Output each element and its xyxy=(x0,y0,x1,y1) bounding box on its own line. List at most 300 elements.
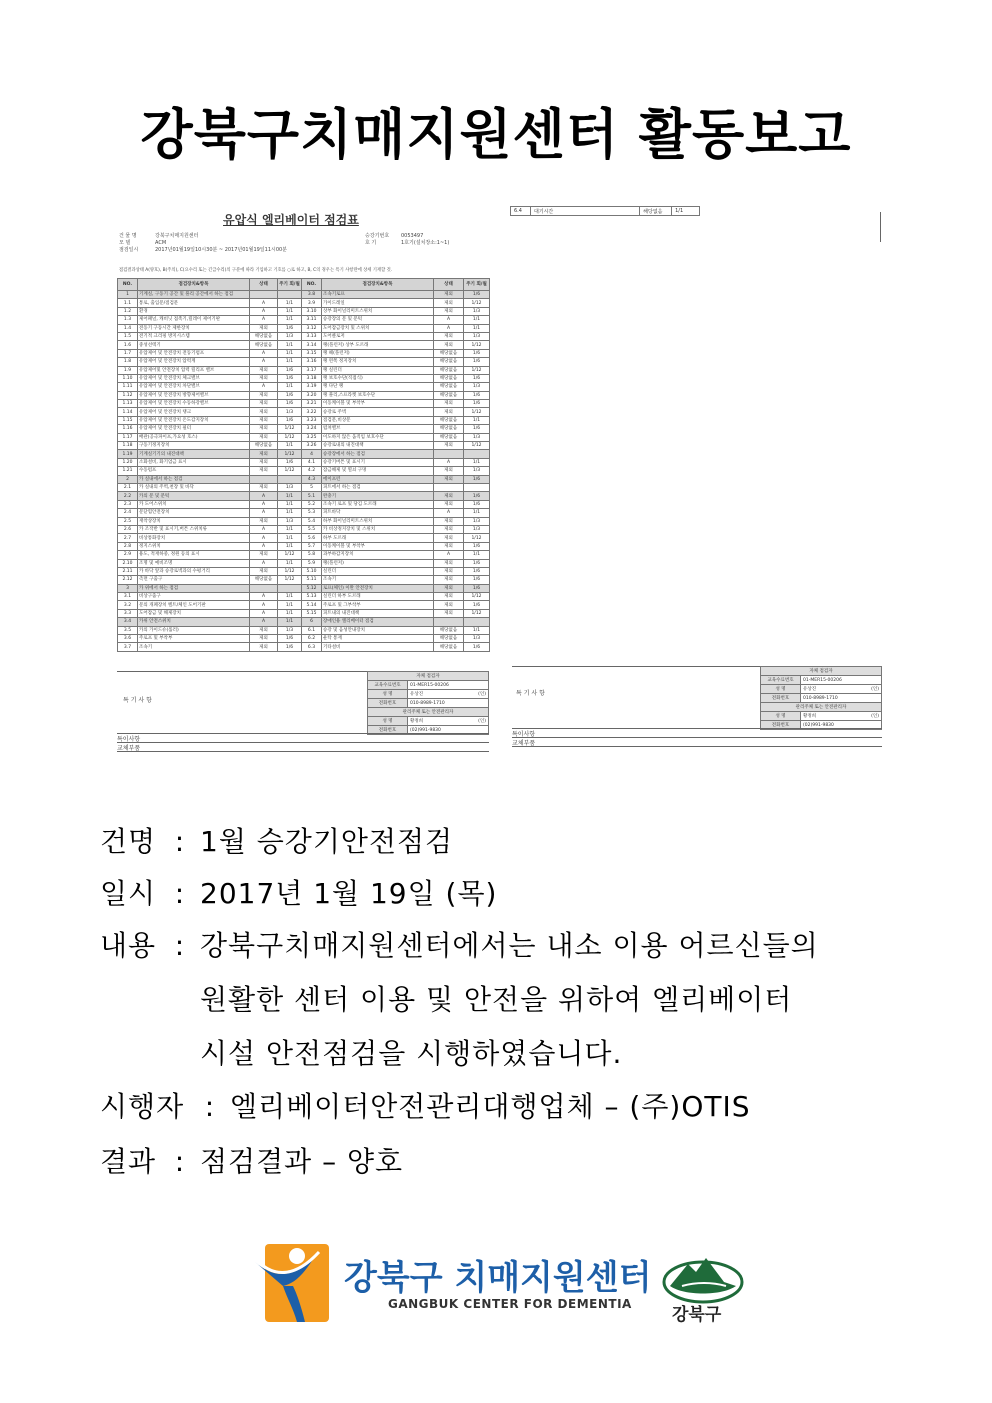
table-cell: 1/1 xyxy=(464,316,490,324)
table-row xyxy=(118,425,490,433)
table-row xyxy=(118,433,490,441)
table-cell: 피트바닥 xyxy=(322,509,434,517)
table-row: 관리주체 또는 안전관리자 xyxy=(368,708,489,717)
table-cell: 1/3 xyxy=(464,517,490,525)
table-cell: 이도하지 않은 움직임 보호수단 xyxy=(322,433,434,441)
table-cell: 4 xyxy=(302,450,322,458)
table-cell: 1/12 xyxy=(464,593,490,601)
table-cell: 랭(플런저) 상부 도르래 xyxy=(322,341,434,349)
checklist-scan-right xyxy=(510,200,882,752)
table-row: 전화번호 (02)991-9830 xyxy=(761,721,882,730)
table-cell: 1/6 xyxy=(278,458,302,466)
table-cell: 유압제어 및 안전장치 온도감지장치 xyxy=(138,416,250,424)
table-cell: 주로프 및 부착부 xyxy=(138,635,250,643)
table-row xyxy=(118,475,490,483)
table-cell: 1/1 xyxy=(464,324,490,332)
table-cell: 1.10 xyxy=(118,374,138,382)
table-cell: 제외 xyxy=(250,425,278,433)
table-cell: 1.19 xyxy=(118,450,138,458)
table-cell: 랭 다단 랭 xyxy=(322,383,434,391)
table-cell: 제외 xyxy=(250,517,278,525)
table-cell: 1.1 xyxy=(118,299,138,307)
table-cell: 1/6 xyxy=(464,542,490,550)
table-cell: 1/3 xyxy=(464,307,490,315)
table-cell: 3.22 xyxy=(302,408,322,416)
table-cell: 조속기 xyxy=(138,643,250,651)
table-cell: 1/1 xyxy=(278,534,302,542)
table-cell: 비상통화장치 xyxy=(138,534,250,542)
table-cell: 1/1 xyxy=(464,416,490,424)
table-cell: 1/1 xyxy=(278,492,302,500)
table-cell: 1/6 xyxy=(278,366,302,374)
gangbuk-district-name: 강북구 xyxy=(672,1305,722,1325)
table-cell: 2.8 xyxy=(118,542,138,550)
table-cell: 랭 왼쪽 정지장치 xyxy=(322,358,434,366)
table-cell: 4.2 xyxy=(302,467,322,475)
table-cell: 5.11 xyxy=(302,576,322,584)
table-cell: 5.4 xyxy=(302,517,322,525)
table-cell xyxy=(434,450,464,458)
table-row xyxy=(118,618,490,626)
table-cell: 제외 xyxy=(434,609,464,617)
table-cell: 3.13 xyxy=(302,332,322,340)
table-cell: 잠금해제 및 열쇠 구멍 xyxy=(322,467,434,475)
table-cell: 제외 xyxy=(434,341,464,349)
table-cell: 1.13 xyxy=(118,400,138,408)
table-cell: 유압제어 및 안전장치 필터 xyxy=(138,425,250,433)
remarks-label: 특 기 사 항 xyxy=(123,697,152,704)
table-cell: 실린더 xyxy=(322,567,434,575)
table-cell: 유압제어 및 안전장치 체크밸브 xyxy=(138,374,250,382)
checklist-table xyxy=(117,278,490,652)
table-cell: 1/12 xyxy=(278,425,302,433)
table-cell: 구동기정지장치 xyxy=(138,442,250,450)
table-cell: 해당없음 xyxy=(434,358,464,366)
table-cell: 1.18 xyxy=(118,442,138,450)
table-cell: 1.12 xyxy=(118,391,138,399)
table-row xyxy=(118,626,490,634)
table-cell: 3.25 xyxy=(302,433,322,441)
table-cell: 랭 실린더 xyxy=(322,366,434,374)
table-cell: 1/6 xyxy=(278,416,302,424)
table-row xyxy=(118,483,490,491)
table-cell: 1/1 xyxy=(278,307,302,315)
table-cell: A xyxy=(250,500,278,508)
table-cell: 카 비상정지장치 및 스위치 xyxy=(322,525,434,533)
table-cell: 1/1 xyxy=(278,349,302,357)
table-cell: 2.1 xyxy=(118,483,138,491)
table-row xyxy=(118,316,490,324)
table-row xyxy=(118,332,490,340)
table-row xyxy=(118,324,490,332)
table-cell: A xyxy=(250,307,278,315)
table-cell: 1/1 xyxy=(278,383,302,391)
table-cell: 1.3 xyxy=(118,316,138,324)
table-cell: 1/6 xyxy=(464,576,490,584)
table-cell: 카의 문 및 문턱 xyxy=(138,492,250,500)
table-row xyxy=(118,299,490,307)
table-cell: 1/1 xyxy=(278,500,302,508)
gangbuk-district-emblem-icon xyxy=(662,1252,744,1304)
performer-value: 엘리베이터안전관리대행업체 – (주)OTIS xyxy=(230,1090,751,1123)
continuation-row: 6.4 대기시간 해당없음 1/1 xyxy=(510,206,700,216)
table-header: 점검장치&항목 xyxy=(138,279,250,291)
table-cell: 해당없음 xyxy=(434,635,464,643)
table-row xyxy=(118,525,490,533)
table-cell: 1.11 xyxy=(118,383,138,391)
table-cell: 유압제어 및 안전장치 압력계 xyxy=(138,358,250,366)
table-cell: 제외 xyxy=(434,517,464,525)
table-cell: 1/6 xyxy=(464,358,490,366)
table-cell: 1/1 xyxy=(464,626,490,634)
table-cell: 5.3 xyxy=(302,509,322,517)
table-cell: 1/12 xyxy=(464,408,490,416)
table-cell: A xyxy=(250,618,278,626)
table-cell: 1/1 xyxy=(464,509,490,517)
table-row xyxy=(118,374,490,382)
table-cell: 5.9 xyxy=(302,559,322,567)
table-cell: 3.9 xyxy=(302,299,322,307)
table-cell: 제외 xyxy=(434,492,464,500)
table-cell xyxy=(250,475,278,483)
table-cell: 3.11 xyxy=(302,316,322,324)
table-cell: 카 조작반 및 표시기,버튼 스위치류 xyxy=(138,525,250,533)
center-logo-korean: 강북구 치매지원센터 xyxy=(344,1258,652,1298)
table-cell: 1.9 xyxy=(118,366,138,374)
table-cell: 1/3 xyxy=(278,332,302,340)
table-cell: 제외 xyxy=(434,601,464,609)
subject-label: 건명 xyxy=(100,825,157,858)
table-row: 전화번호 010-8989-1710 xyxy=(761,694,882,703)
table-cell: 제외 xyxy=(434,332,464,340)
table-cell: A xyxy=(434,509,464,517)
result-value: 점검결과 – 양호 xyxy=(200,1145,404,1178)
table-cell: 1/1 xyxy=(278,542,302,550)
table-cell: 1/6 xyxy=(464,400,490,408)
table-cell: 소화설비, 화기엄금 표시 xyxy=(138,458,250,466)
table-cell: 1/6 xyxy=(464,425,490,433)
table-cell: 실린더 하부 도르래 xyxy=(322,593,434,601)
table-cell: 도어잠금 및 해제장치 xyxy=(138,609,250,617)
table-cell: 제외 xyxy=(250,374,278,382)
table-cell: 완충기 xyxy=(322,492,434,500)
table-cell: 제외 xyxy=(250,391,278,399)
table-cell: 3.15 xyxy=(302,349,322,357)
table-cell: 제외 xyxy=(434,559,464,567)
table-cell xyxy=(464,483,490,491)
table-cell: 5.15 xyxy=(302,609,322,617)
content-line-2: 원활한 센터 이용 및 안전을 위하여 엘리베이터 xyxy=(200,983,793,1016)
table-cell: 수동펌프 xyxy=(138,467,250,475)
table-cell: 5 xyxy=(302,483,322,491)
table-cell: 용도, 적재하중, 정원 등의 표시 xyxy=(138,551,250,559)
table-cell: 랭 풀리,스프라켓 보호수단 xyxy=(322,391,434,399)
table-cell: 장애인용 엘리베이터 점검 xyxy=(322,618,434,626)
table-cell: 5.13 xyxy=(302,593,322,601)
table-cell: 제외 xyxy=(250,400,278,408)
table-cell: 기계실, 구동기 공간 및 풀리 공간에서 하는 점검 xyxy=(138,291,250,299)
table-cell: 1/12 xyxy=(278,450,302,458)
table-cell: 기타설비 xyxy=(322,643,434,651)
table-cell: 1/6 xyxy=(464,492,490,500)
table-row xyxy=(118,635,490,643)
table-cell: 1/6 xyxy=(464,374,490,382)
table-cell: A xyxy=(434,324,464,332)
table-cell: 로프(체인) 이완 안전장치 xyxy=(322,584,434,592)
table-cell: 2.12 xyxy=(118,576,138,584)
table-cell: 3.12 xyxy=(302,324,322,332)
table-cell: 6 xyxy=(302,618,322,626)
table-row xyxy=(118,601,490,609)
table-cell: 1.14 xyxy=(118,408,138,416)
table-cell: 1/6 xyxy=(278,400,302,408)
table-cell: 해당없음 xyxy=(434,391,464,399)
table-cell: 제외 xyxy=(434,475,464,483)
table-cell: 제외 xyxy=(250,626,278,634)
table-cell: 1/3 xyxy=(278,626,302,634)
table-cell: 3.1 xyxy=(118,593,138,601)
table-cell: 제외 xyxy=(434,408,464,416)
table-cell: 1/6 xyxy=(464,500,490,508)
table-row: 성 명 유상진 (인) xyxy=(761,685,882,694)
table-cell: 승강 및 음성안내장치 xyxy=(322,626,434,634)
table-cell: 제외 xyxy=(250,433,278,441)
table-header: 주기 회/월 xyxy=(278,279,302,291)
special-notes-label-right: 특이사항 xyxy=(512,731,536,738)
table-cell: 1/3 xyxy=(464,525,490,533)
table-cell: 환경 xyxy=(138,307,250,315)
performer-label: 시행자 xyxy=(100,1090,185,1123)
table-cell: 3.16 xyxy=(302,358,322,366)
table-row xyxy=(118,542,490,550)
table-cell: 제외 xyxy=(250,567,278,575)
table-cell: 1/6 xyxy=(464,643,490,651)
table-cell: 카 실내에서 하는 점검 xyxy=(138,475,250,483)
table-row xyxy=(118,307,490,315)
table-cell: 1/1 xyxy=(278,525,302,533)
table-cell: 기계실기기의 내진대책 xyxy=(138,450,250,458)
table-cell: 1/12 xyxy=(464,534,490,542)
table-cell: 1/3 xyxy=(278,517,302,525)
table-cell: 1/1 xyxy=(278,509,302,517)
table-row xyxy=(118,391,490,399)
table-cell: 2.10 xyxy=(118,559,138,567)
table-cell xyxy=(250,584,278,592)
table-row xyxy=(118,450,490,458)
table-cell: 1/1 xyxy=(278,358,302,366)
table-cell: 3.20 xyxy=(302,391,322,399)
table-cell xyxy=(278,584,302,592)
table-cell: A xyxy=(250,299,278,307)
table-cell: 3 xyxy=(118,584,138,592)
table-cell: 유압제어 및 안전장치 탱크 xyxy=(138,408,250,416)
table-cell: 5.5 xyxy=(302,525,322,533)
table-header: 상태 xyxy=(250,279,278,291)
table-cell: 제외 xyxy=(434,291,464,299)
table-cell: 해당없음 xyxy=(434,643,464,651)
table-cell: 해당없음 xyxy=(434,349,464,357)
table-cell: A xyxy=(434,551,464,559)
table-cell: 1.15 xyxy=(118,416,138,424)
inspector-table xyxy=(367,671,489,735)
table-cell: 카 바닥 앞과 승강로벽과의 수평거리 xyxy=(138,567,250,575)
table-cell: 3.6 xyxy=(118,635,138,643)
table-cell: 1/1 xyxy=(278,609,302,617)
table-cell: 유압제어 및 안전장치 방향제어밸브 xyxy=(138,391,250,399)
table-cell: 카 위에서 하는 점검 xyxy=(138,584,250,592)
table-cell: 통로, 출입문/점검문 xyxy=(138,299,250,307)
table-cell: 해당없음 xyxy=(434,374,464,382)
table-cell: 1/6 xyxy=(278,374,302,382)
table-row: 관리주체 또는 안전관리자 xyxy=(761,703,882,712)
table-cell: 중성선텍기 xyxy=(138,341,250,349)
table-cell: 1.8 xyxy=(118,358,138,366)
table-cell: 측면 구출구 xyxy=(138,576,250,584)
form-info-right: 승강기번호 0053497 호 기 1호기(설치장소:1~1) xyxy=(365,233,450,246)
subject-row: 건명 : 1월 승강기안전점검 xyxy=(100,820,453,860)
table-cell: 1/3 xyxy=(278,483,302,491)
table-cell: 랭 보호수단(직접식) xyxy=(322,374,434,382)
table-cell: 1/12 xyxy=(464,299,490,307)
table-cell: 문닫힘안전장치 xyxy=(138,509,250,517)
table-cell: 제외 xyxy=(250,467,278,475)
table-cell: 카 도어스위치 xyxy=(138,500,250,508)
table-cell: 해당없음 xyxy=(434,383,464,391)
table-cell: 1/6 xyxy=(464,567,490,575)
table-row xyxy=(118,458,490,466)
table-cell: 1/1 xyxy=(278,442,302,450)
table-cell: 5.1 xyxy=(302,492,322,500)
table-cell xyxy=(278,475,302,483)
table-cell: 도어클로저 xyxy=(322,332,434,340)
table-row: 전화번호 (02)991-9830 xyxy=(368,726,489,735)
table-cell: 유압제어 및 안전장치 전동기펌프 xyxy=(138,349,250,357)
table-cell: 1/3 xyxy=(464,383,490,391)
table-cell: 2.3 xyxy=(118,500,138,508)
table-cell xyxy=(434,618,464,626)
table-cell: 제어패널, 캐비닛 접촉기,릴레이 제어기판 xyxy=(138,316,250,324)
table-cell: 1/6 xyxy=(464,349,490,357)
table-cell: 1/1 xyxy=(278,618,302,626)
center-logo-english: GANGBUK CENTER FOR DEMENTIA xyxy=(388,1297,632,1311)
table-cell: 유압제어 및 안전장치 차단밸브 xyxy=(138,383,250,391)
seal-mark: (인) xyxy=(478,719,486,724)
table-cell: 1 xyxy=(118,291,138,299)
table-cell: 제외 xyxy=(250,324,278,332)
table-row xyxy=(118,509,490,517)
table-cell: 1/12 xyxy=(464,442,490,450)
table-cell: 1.16 xyxy=(118,425,138,433)
seal-mark: (인) xyxy=(478,692,486,697)
table-cell: 1.2 xyxy=(118,307,138,315)
table-cell: 1/1 xyxy=(278,601,302,609)
table-cell: 1/6 xyxy=(278,635,302,643)
table-cell: 1/1 xyxy=(278,299,302,307)
replacement-parts-label: 교체부품 xyxy=(117,745,141,752)
table-row xyxy=(118,400,490,408)
table-cell: 조속기 로프 및 당김 도르래 xyxy=(322,500,434,508)
table-cell: 제외 xyxy=(434,567,464,575)
table-row xyxy=(118,567,490,575)
table-cell: A xyxy=(250,316,278,324)
table-cell: 3.5 xyxy=(118,626,138,634)
table-cell: 5.6 xyxy=(302,534,322,542)
table-cell: 가이드레일 xyxy=(322,299,434,307)
table-cell: 카의 가이드슈(롤러) xyxy=(138,626,250,634)
table-cell: A xyxy=(250,559,278,567)
table-cell: 제외 xyxy=(434,576,464,584)
table-cell: 5.2 xyxy=(302,500,322,508)
table-cell: 해당없음 xyxy=(434,366,464,374)
table-row xyxy=(118,551,490,559)
table-cell: A xyxy=(250,492,278,500)
table-row xyxy=(118,584,490,592)
table-row xyxy=(118,291,490,299)
form-info: 건 물 명 강북구치매지원센터 모 델 ACM 점검일시 2017년01월19일10시30분 ~ 2017년01월19일11시00분 xyxy=(119,233,288,253)
table-cell: 해당없음 xyxy=(434,416,464,424)
table-cell: 랭 헤(플런저) xyxy=(322,349,434,357)
table-row xyxy=(118,492,490,500)
table-cell: 제외 xyxy=(250,483,278,491)
table-cell: 제외 xyxy=(250,458,278,466)
table-cell: 제외 xyxy=(250,635,278,643)
table-cell: 도어잠금장치 및 스위치 xyxy=(322,324,434,332)
table-cell xyxy=(250,291,278,299)
table-cell: A xyxy=(250,525,278,533)
table-cell: 제외 xyxy=(434,542,464,550)
table-cell: 3.7 xyxy=(118,643,138,651)
table-cell: 1/12 xyxy=(278,567,302,575)
seal-mark: (인) xyxy=(871,687,879,692)
table-cell: 전동기 구동시간 제한장치 xyxy=(138,324,250,332)
table-cell: 하부 화이널리미트스위치 xyxy=(322,517,434,525)
table-cell: 1/12 xyxy=(464,609,490,617)
date-value: 2017년 1월 19일 (목) xyxy=(200,877,498,910)
table-cell: A xyxy=(250,601,278,609)
table-header: 상태 xyxy=(434,279,464,291)
table-row: 전화번호 010-8989-1710 xyxy=(368,699,489,708)
table-row xyxy=(118,500,490,508)
table-cell: 1/6 xyxy=(464,559,490,567)
table-cell: 3.23 xyxy=(302,416,322,424)
table-cell: 1/12 xyxy=(464,366,490,374)
table-row: 자체 점검자 xyxy=(761,667,882,676)
table-cell: A xyxy=(250,358,278,366)
table-cell: 1/1 xyxy=(278,316,302,324)
table-cell: 1.4 xyxy=(118,324,138,332)
table-cell: 1/1 xyxy=(278,593,302,601)
table-cell: 제외 xyxy=(250,643,278,651)
center-logo-icon xyxy=(253,1242,333,1324)
table-cell xyxy=(434,483,464,491)
table-cell: 4.1 xyxy=(302,458,322,466)
table-cell: 피트내의 내진대책 xyxy=(322,609,434,617)
table-cell: 1/6 xyxy=(464,601,490,609)
table-cell: 5.8 xyxy=(302,551,322,559)
content-line-1: 강북구치매지원센터에서는 내소 이용 어르신들의 xyxy=(200,929,819,962)
table-cell: 문의 개폐장치 벨트/체인 도어기판 xyxy=(138,601,250,609)
table-cell: 3.19 xyxy=(302,383,322,391)
table-cell: A xyxy=(250,349,278,357)
table-cell: 유압제어및 안전장치 압력 릴리프 밸브 xyxy=(138,366,250,374)
table-cell: 제외 xyxy=(434,500,464,508)
table-cell: 이동케이블 및 부착부 xyxy=(322,542,434,550)
table-row xyxy=(118,341,490,349)
table-cell: 제외 xyxy=(250,366,278,374)
table-cell: 5.10 xyxy=(302,567,322,575)
table-cell: 승강기버튼 및 표시기 xyxy=(322,458,434,466)
table-cell: 2.6 xyxy=(118,525,138,533)
